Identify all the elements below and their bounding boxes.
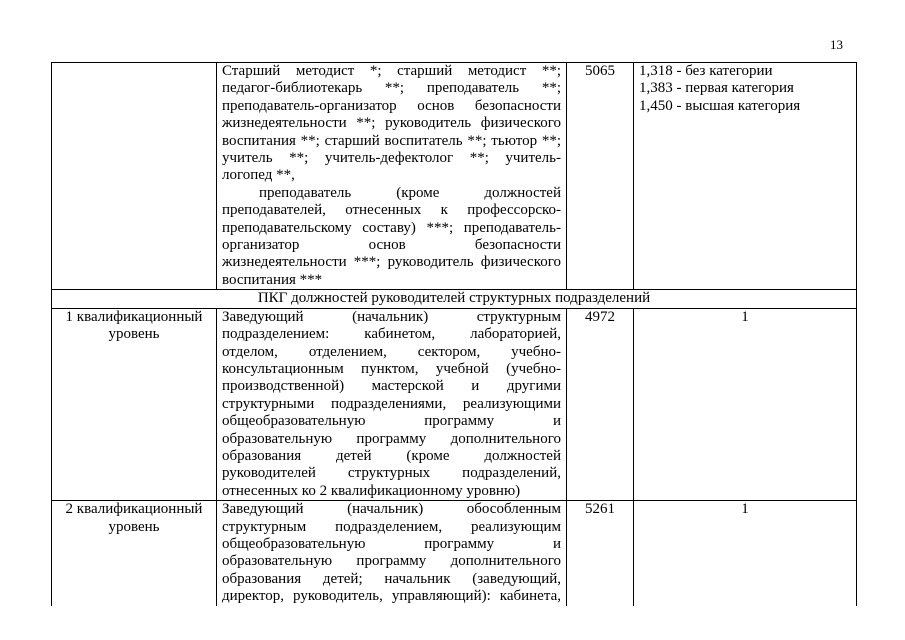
position-text-line: организатор основ безопасности [222, 237, 561, 254]
qualification-level-cell: 2 квалификационный уровень [52, 501, 217, 606]
position-text-line: жизнедеятельности **; руководитель физического [222, 115, 561, 132]
position-text-line: учитель **; учитель-дефектолог **; учитель- [222, 150, 561, 167]
position-text-line: Заведующий (начальник) обособленным [222, 501, 561, 518]
coefficient-line: 1,450 - высшая категория [639, 97, 801, 114]
position-text-line: общеобразовательную программу и [222, 535, 561, 552]
base-salary-cell: 5065 [567, 63, 634, 290]
group-header: ПКГ должностей руководителей структурных подразделений [52, 290, 857, 308]
position-text-line: общеобразовательную программу и [222, 413, 561, 430]
position-text-line: директор, руководитель, управляющий): кабинета, [222, 588, 561, 605]
page-number: 13 [830, 37, 843, 52]
coefficient-cell: 1 [634, 308, 857, 500]
salary-table [51, 62, 857, 606]
positions-cell [217, 63, 567, 290]
position-text-line: образования детей; начальник (заведующий, [222, 570, 561, 587]
position-text-line: образовательную программу дополнительного [222, 553, 561, 570]
group-header-row [52, 290, 857, 308]
coefficient-line: 1,318 - без категории [639, 63, 773, 79]
position-text-line: воспитания *** [222, 271, 323, 288]
position-text-line: консультационным пунктом, учебной (учебно- [222, 360, 561, 377]
position-text-line: воспитания **; старший воспитатель **; тьютор **; [222, 132, 561, 149]
position-text-line: производственной) мастерской и другими [222, 378, 561, 395]
position-text-line: преподавателей, отнесенных к профессорско- [222, 202, 561, 219]
table-row [52, 308, 857, 500]
positions-cell [217, 308, 567, 500]
position-text-line: жизнедеятельности ***; руководитель физического [222, 254, 561, 271]
position-text-line: отделом, отделением, сектором, учебно- [222, 343, 561, 360]
position-text-line: образовательную программу дополнительного [222, 430, 561, 447]
positions-cell [217, 501, 567, 606]
table-row [52, 501, 857, 606]
position-text-line: преподаватель (кроме должностей [259, 184, 561, 201]
base-salary-cell: 4972 [567, 308, 634, 500]
position-text-line: структурным подразделением, реализующим [222, 518, 561, 535]
position-text-line: преподаватель-организатор основ безопасности [222, 97, 561, 114]
position-text-line: Заведующий (начальник) структурным [222, 308, 561, 325]
position-text-line: Старший методист *; старший методист **; [222, 63, 561, 79]
qualification-level-cell: 1 квалификационный уровень [52, 308, 217, 500]
coefficient-cell: 1 [634, 501, 857, 606]
base-salary-cell: 5261 [567, 501, 634, 606]
coefficient-cell [634, 63, 857, 290]
position-text-line: отнесенных ко 2 квалификационному уровню) [222, 482, 521, 499]
position-text-line: образования детей (кроме должностей [222, 447, 561, 464]
qualification-level-cell [52, 63, 217, 290]
position-text-line: структурными подразделениями, реализующими [222, 395, 561, 412]
coefficient-line: 1,383 - первая категория [639, 80, 794, 97]
position-text-line: подразделением: кабинетом, лабораторией, [222, 326, 561, 343]
position-text-line: руководителей структурных подразделений, [222, 465, 561, 482]
table-row [52, 63, 857, 290]
position-text-line: преподавательскому составу) ***; преподаватель- [222, 219, 561, 236]
position-text-line: логопед **, [222, 167, 295, 184]
position-text-line: педагог-библиотекарь **; преподаватель **; [222, 80, 561, 97]
